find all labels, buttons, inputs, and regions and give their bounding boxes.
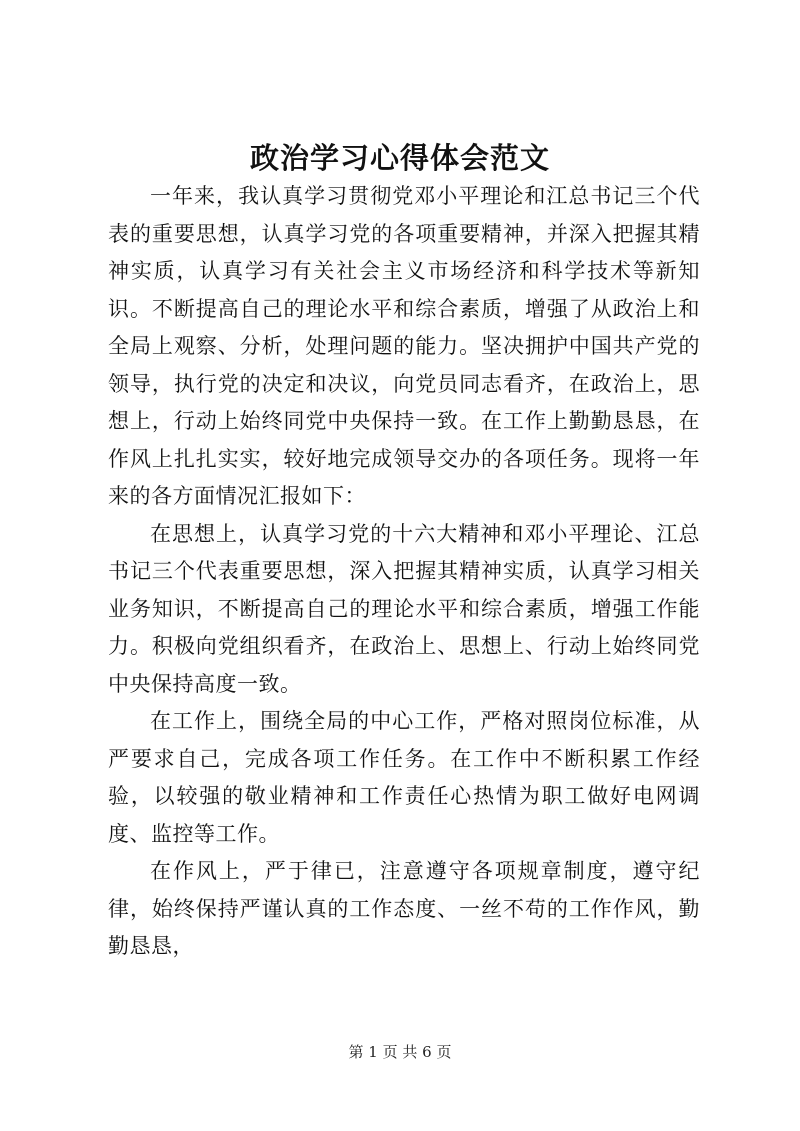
document-body	[108, 178, 700, 966]
paragraph-thought: 在思想上，认真学习党的十六大精神和邓小平理论、江总书记三个代表重要思想，深入把握其精神实质，认真学习相关业务知识，不断提高自己的理论水平和综合素质，增强工作能力。积极向党组织看齐，在政治上、思想上、行动上始终同党中央保持高度一致。	[108, 521, 700, 696]
paragraph-intro: 一年来，我认真学习贯彻党邓小平理论和江总书记三个代表的重要思想，认真学习党的各项重要精神，并深入把握其精神实质，认真学习有关社会主义市场经济和科学技术等新知识。不断提高自己的理论水平和综合素质，增强了从政治上和全局上观察、分析，处理问题的能力。坚决拥护中国共产党的领导，执行党的决定和决议，向党员同志看齐，在政治上，思想上，行动上始终同党中央保持一致。在工作上勤勤恳恳，在作风上扎扎实实，较好地完成领导交办的各项任务。现将一年来的各方面情况汇报如下：	[108, 184, 700, 508]
document-title: 政治学习心得体会范文	[249, 141, 550, 175]
page-number-footer: 第 1 页 共 6 页	[348, 1043, 452, 1061]
paragraph-work: 在工作上，围绕全局的中心工作，严格对照岗位标准，从严要求自己，完成各项工作任务。在工作中不断积累工作经验，以较强的敬业精神和工作责任心热情为职工做好电网调度、监控等工作。	[108, 709, 700, 846]
paragraph-style: 在作风上，严于律已，注意遵守各项规章制度，遵守纪律，始终保持严谨认真的工作态度、一丝不苟的工作作风，勤勤恳恳，	[108, 859, 700, 958]
